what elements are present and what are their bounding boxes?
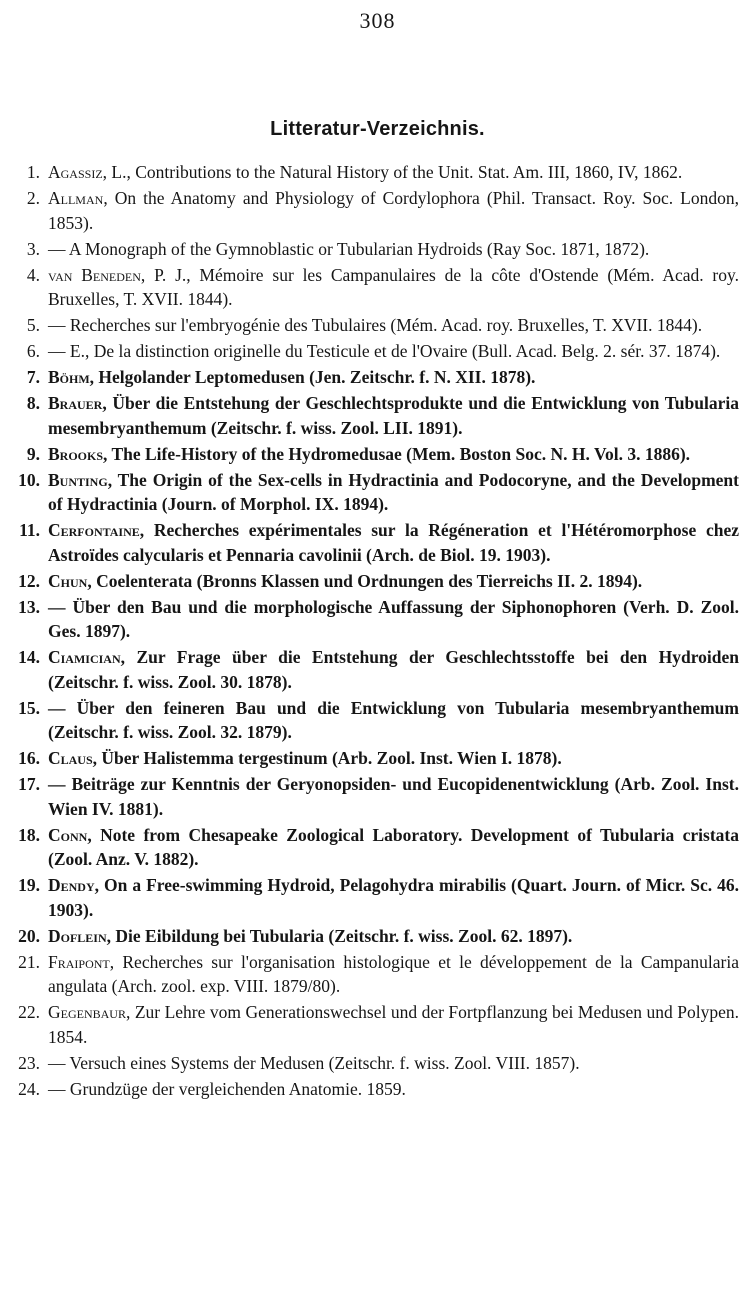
entry-author: Claus <box>48 748 93 768</box>
bibliography-entry <box>0 873 755 922</box>
entry-number: 8. <box>26 393 40 413</box>
entry-text: , P. J., Mémoire sur les Campanulaires de la côte d'Ostende (Mém. Acad. roy. Bruxelles, T. XVII. 1844). <box>48 264 739 309</box>
entry-number: 15. <box>18 697 40 718</box>
entry-number: 17. <box>18 774 40 794</box>
bibliography-entry <box>0 595 755 644</box>
entry-text: , Über Halistemma tergestinum (Arb. Zool. Inst. Wien I. 1878). <box>92 748 562 768</box>
entry-author: Conn <box>48 824 88 845</box>
bibliography-entry <box>0 696 755 745</box>
entry-number: 20. <box>18 925 40 946</box>
bibliography-entry <box>0 518 755 567</box>
entry-number: 23. <box>18 1052 40 1073</box>
entry-number: 19. <box>18 875 40 895</box>
bibliography-entry <box>0 263 755 312</box>
page-title: Litteratur-Verzeichnis. <box>270 118 485 140</box>
entry-text: , Coelenterata (Bronns Klassen und Ordnungen des Tierreichs II. 2. 1894). <box>87 570 643 591</box>
entry-number: 22. <box>18 1002 40 1022</box>
entry-text: , L., Contributions to the Natural History of the Unit. Stat. Am. III, 1860, IV, 1862. <box>102 162 683 182</box>
bibliography-entry <box>0 645 755 694</box>
entry-author: Brauer <box>48 393 103 413</box>
entry-author: Chun <box>48 570 88 591</box>
entry-author: Brooks <box>48 443 104 464</box>
entry-author: Bunting <box>48 469 108 490</box>
entry-text: , On a Free-swimming Hydroid, Pelagohydra mirabilis (Quart. Journ. of Micr. Sc. 46. 1903). <box>48 875 739 920</box>
bibliography-list <box>0 160 755 1103</box>
bibliography-entry <box>0 1077 755 1102</box>
bibliography-entry <box>0 746 755 771</box>
bibliography-entry <box>0 237 755 262</box>
entry-author: Cerfontaine <box>48 520 140 540</box>
entry-text: , Note from Chesapeake Zoological Laboratory. Development of Tubularia cristata (Zool. Anz. V. 1882). <box>48 824 739 869</box>
entry-number: 16. <box>18 748 40 768</box>
bibliography-entry <box>0 924 755 949</box>
entry-text: — Über den Bau und die morphologische Auffassung der Siphonophoren (Verh. D. Zool. Ges. 1897). <box>48 596 739 641</box>
entry-text: — Grundzüge der vergleichenden Anatomie. 1859. <box>48 1078 406 1099</box>
entry-text: , On the Anatomy and Physiology of Cordylophora (Phil. Transact. Roy. Soc. London, 1853). <box>48 188 739 233</box>
entry-number: 14. <box>18 647 40 667</box>
bibliography-entry <box>0 823 755 872</box>
bibliography-entry <box>0 442 755 467</box>
entry-number: 24. <box>18 1078 40 1099</box>
entry-text: , Recherches sur l'organisation histologique et le développement de la Campanularia angulata (Arch. zool. exp. VIII. 1879/80). <box>48 951 739 996</box>
bibliography-entry <box>0 1051 755 1076</box>
entry-number: 13. <box>18 596 40 617</box>
entry-text: , Zur Lehre vom Generationswechsel und der Fortpflanzung bei Medusen und Polypen. 1854. <box>48 1002 739 1047</box>
bibliography-entry <box>0 950 755 999</box>
bibliography-entry <box>0 569 755 594</box>
entry-text: — Recherches sur l'embryogénie des Tubulaires (Mém. Acad. roy. Bruxelles, T. XVII. 1844). <box>48 315 703 335</box>
bibliography-entry <box>0 468 755 517</box>
entry-text: , Die Eibildung bei Tubularia (Zeitschr. f. wiss. Zool. 62. 1897). <box>106 925 573 946</box>
entry-number: 21. <box>18 951 40 972</box>
entry-number: 4. <box>26 264 40 285</box>
entry-author: Doflein <box>48 925 107 946</box>
entry-author: van Beneden <box>48 264 141 285</box>
bibliography-entry <box>0 313 755 338</box>
entry-number: 18. <box>18 824 40 845</box>
entry-text: , The Origin of the Sex-cells in Hydractinia and Podocoryne, and the Development of Hydractinia (Journ. of Morphol. IX. 1894). <box>48 469 739 514</box>
bibliography-entry <box>0 772 755 821</box>
bibliography-entry <box>0 391 755 440</box>
entry-text: — A Monograph of the Gymnoblastic or Tubularian Hydroids (Ray Soc. 1871, 1872). <box>48 238 650 259</box>
entry-number: 3. <box>26 238 40 259</box>
entry-text: , The Life-History of the Hydromedusae (Mem. Boston Soc. N. H. Vol. 3. 1886). <box>103 443 691 464</box>
bibliography-entry <box>0 365 755 390</box>
entry-text: — E., De la distinction originelle du Testicule et de l'Ovaire (Bull. Acad. Belg. 2. sér. 37. 1874). <box>48 341 721 361</box>
entry-author: Fraipont <box>48 951 110 972</box>
entry-author: Agassiz <box>48 162 103 182</box>
entry-text: , Zur Frage über die Entstehung der Geschlechtsstoffe bei den Hydroiden (Zeitschr. f. wiss. Zool. 30. 1878). <box>48 647 739 692</box>
entry-number: 6. <box>26 341 40 361</box>
entry-number: 1. <box>26 162 40 182</box>
entry-text: , Recherches expérimentales sur la Régéneration et l'Hétéromorphose chez Astroïdes calycularis et Pennaria cavolinii (Arch. de Biol. 19. 1903). <box>48 520 739 565</box>
entry-number: 11. <box>19 520 40 540</box>
entry-author: Gegenbaur <box>48 1002 126 1022</box>
entry-number: 9. <box>26 443 40 464</box>
bibliography-entry <box>0 186 755 235</box>
entry-number: 5. <box>26 315 40 335</box>
entry-author: Böhm <box>48 367 90 387</box>
entry-number: 2. <box>26 188 40 208</box>
entry-text: , Helgolander Leptomedusen (Jen. Zeitschr. f. N. XII. 1878). <box>89 367 536 387</box>
entry-number: 10. <box>18 469 40 490</box>
entry-number: 12. <box>18 570 40 591</box>
entry-author: Allman <box>48 188 104 208</box>
bibliography-entry <box>0 1000 755 1049</box>
entry-text: — Über den feineren Bau und die Entwicklung von Tubularia mesembryanthemum (Zeitschr. f. wiss. Zool. 32. 1879). <box>48 697 739 742</box>
entry-text: , Über die Entstehung der Geschlechtsprodukte und die Entwicklung von Tubularia mesembryanthemum (Zeitschr. f. wiss. Zool. LII. 1891). <box>48 393 739 438</box>
bibliography-entry <box>0 160 755 185</box>
bibliography-entry <box>0 339 755 364</box>
entry-number: 7. <box>26 367 40 387</box>
entry-author: Ciamician <box>48 647 121 667</box>
entry-text: — Versuch eines Systems der Medusen (Zeitschr. f. wiss. Zool. VIII. 1857). <box>48 1052 580 1073</box>
entry-text: — Beiträge zur Kenntnis der Geryonopsiden- und Eucopidenentwicklung (Arb. Zool. Inst. Wien IV. 1881). <box>48 774 739 819</box>
entry-author: Dendy <box>48 875 95 895</box>
page-number: 308 <box>359 8 396 33</box>
